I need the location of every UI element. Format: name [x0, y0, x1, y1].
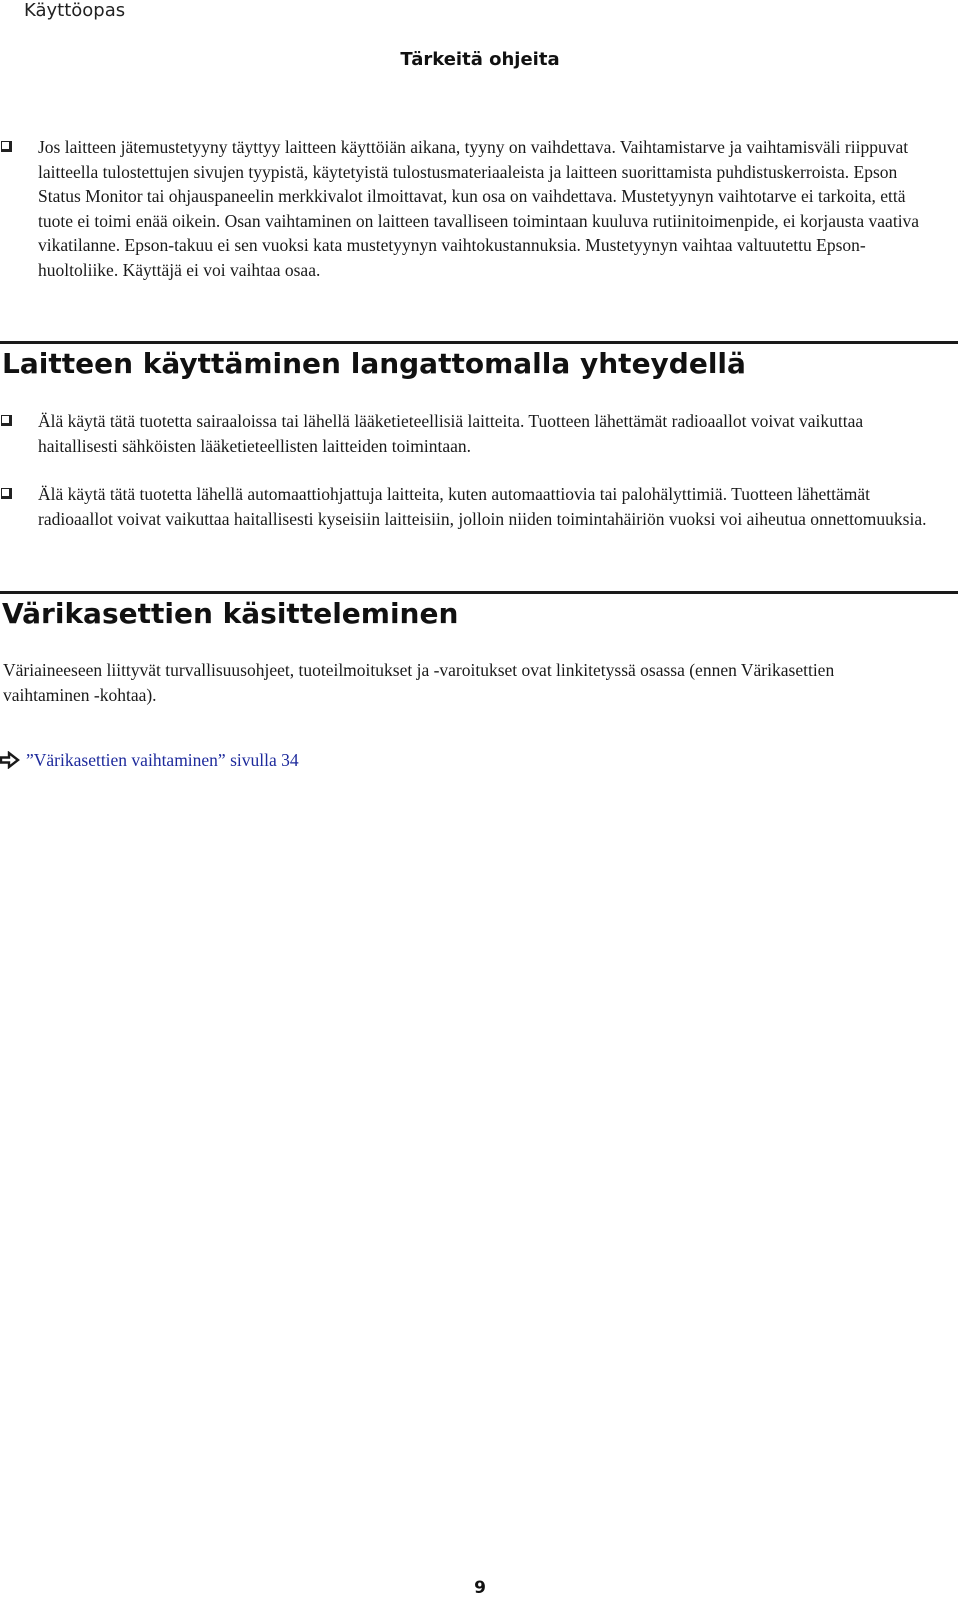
- body-paragraph: Väriaineeseen liittyvät turvallisuusohjeet, tuoteilmoitukset ja -varoitukset ovat linkitetyssä osassa (ennen Värikasettien vaihtaminen -kohtaa).: [3, 660, 835, 705]
- arrow-right-icon: [0, 751, 20, 769]
- chapter-title: Tärkeitä ohjeita: [400, 49, 560, 70]
- cross-reference: [0, 748, 600, 774]
- list-item-text: Jos laitteen jätemustetyyny täyttyy laitteen käyttöiän aikana, tyyny on vaihdettava. Vaihtamistarve ja vaihtamisväli riippuvat laitteella tulostettujen sivujen tyypistä, käytetyistä tulostusmateriaaleista ja laitteen suorittamista puhdistuskerroista. Epson Status Monitor tai ohjauspaneelin merkkivalot ilmoittavat, kun osa on vaihdettava. Mustetyynyn vaihtotarve ei tarkoita, että tuote ei toimi enää oikein. Osan vaihtaminen on laitteen tavalliseen toimintaan kuuluva rutiinitoimenpide, ei korjausta vaativa vikatilanne. Epson-takuu ei sen vuoksi kata mustetyynyn vaihtokustannuksia. Mustetyynyn vaihtaa valtuutettu Epson-huoltoliike. Käyttäjä ei voi vaihtaa osaa.: [38, 137, 920, 280]
- checkbox-bullet-icon: [1, 488, 12, 499]
- checkbox-bullet-icon: [1, 415, 12, 426]
- list-item: [0, 409, 960, 458]
- list-item-text: Älä käytä tätä tuotetta lähellä automaattiohjattuja laitteita, kuten automaattiovia tai palohälyttimiä. Tuotteen lähettämät radioaallot voivat vaikuttaa haitallisesti kyseisiin laitteisiin, jolloin niiden toimintahäiriön vuoksi voi aiheutua onnettomuuksia.: [38, 484, 927, 529]
- section-divider: [0, 591, 958, 594]
- page-number: 9: [474, 1578, 486, 1598]
- cross-reference-link[interactable]: ”Värikasettien vaihtaminen” sivulla 34: [26, 750, 299, 770]
- checkbox-bullet-icon: [1, 141, 12, 152]
- section-heading-cartridges: Värikasettien käsitteleminen: [2, 597, 459, 630]
- section-heading-wireless: Laitteen käyttäminen langattomalla yhteydellä: [2, 347, 746, 380]
- document-title: Käyttöopas: [24, 0, 126, 21]
- section-divider: [0, 341, 958, 344]
- list-item: [0, 135, 960, 282]
- list-item: [0, 482, 960, 531]
- list-item-text: Älä käytä tätä tuotetta sairaaloissa tai lähellä lääketieteellisiä laitteita. Tuotteen lähettämät radioaallot voivat vaikuttaa haitallisesti sähköisten lääketieteellisten laitteiden toimintaan.: [38, 411, 864, 456]
